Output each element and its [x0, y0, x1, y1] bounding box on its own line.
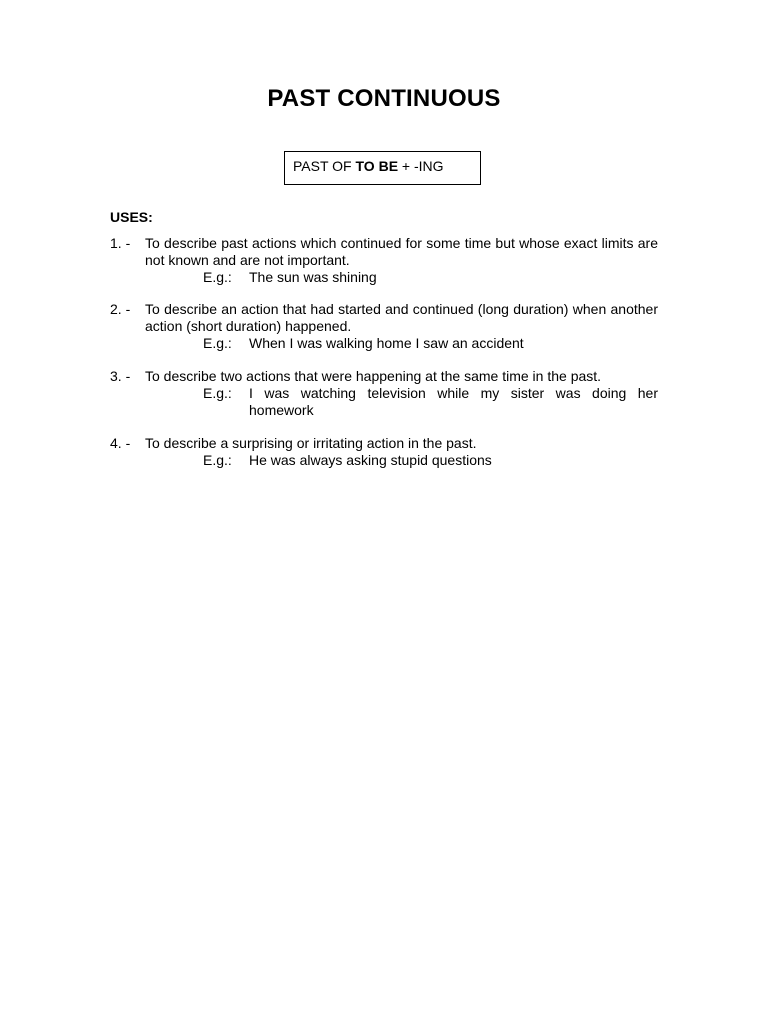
example-label: E.g.: — [203, 385, 232, 401]
example-text: The sun was shining — [249, 269, 377, 285]
use-number: 2. - — [110, 301, 131, 317]
example — [203, 335, 658, 352]
use-description: To describe a surprising or irritating action in the past. — [145, 435, 477, 451]
use-item-1 — [110, 235, 658, 286]
example-label: E.g.: — [203, 269, 232, 285]
example — [203, 452, 658, 469]
example-label: E.g.: — [203, 452, 232, 468]
example — [203, 385, 658, 419]
use-description: To describe an action that had started and continued (long duration) when another action (short duration) happened. — [145, 301, 658, 334]
use-number: 3. - — [110, 368, 131, 384]
use-description: To describe two actions that were happening at the same time in the past. — [145, 368, 602, 384]
formula-bold: TO BE — [355, 158, 399, 174]
use-description: To describe past actions which continued for some time but whose exact limits are not known and are not important. — [145, 235, 658, 268]
example — [203, 269, 658, 286]
example-label: E.g.: — [203, 335, 232, 351]
use-number: 1. - — [110, 235, 131, 251]
example-text: He was always asking stupid questions — [249, 452, 492, 468]
use-item-2 — [110, 301, 658, 352]
use-item-3 — [110, 368, 658, 419]
page-title: PAST CONTINUOUS — [267, 85, 501, 112]
example-text: I was watching television while my sister was doing her homework — [249, 385, 658, 418]
use-item-4 — [110, 435, 658, 469]
use-number: 4. - — [110, 435, 131, 451]
example-text: When I was walking home I saw an accident — [249, 335, 524, 351]
formula-box — [284, 151, 481, 185]
formula-prefix: PAST OF — [293, 158, 356, 174]
uses-heading: USES: — [110, 209, 153, 225]
formula-suffix: + -ING — [398, 158, 444, 174]
formula-text — [293, 158, 444, 174]
